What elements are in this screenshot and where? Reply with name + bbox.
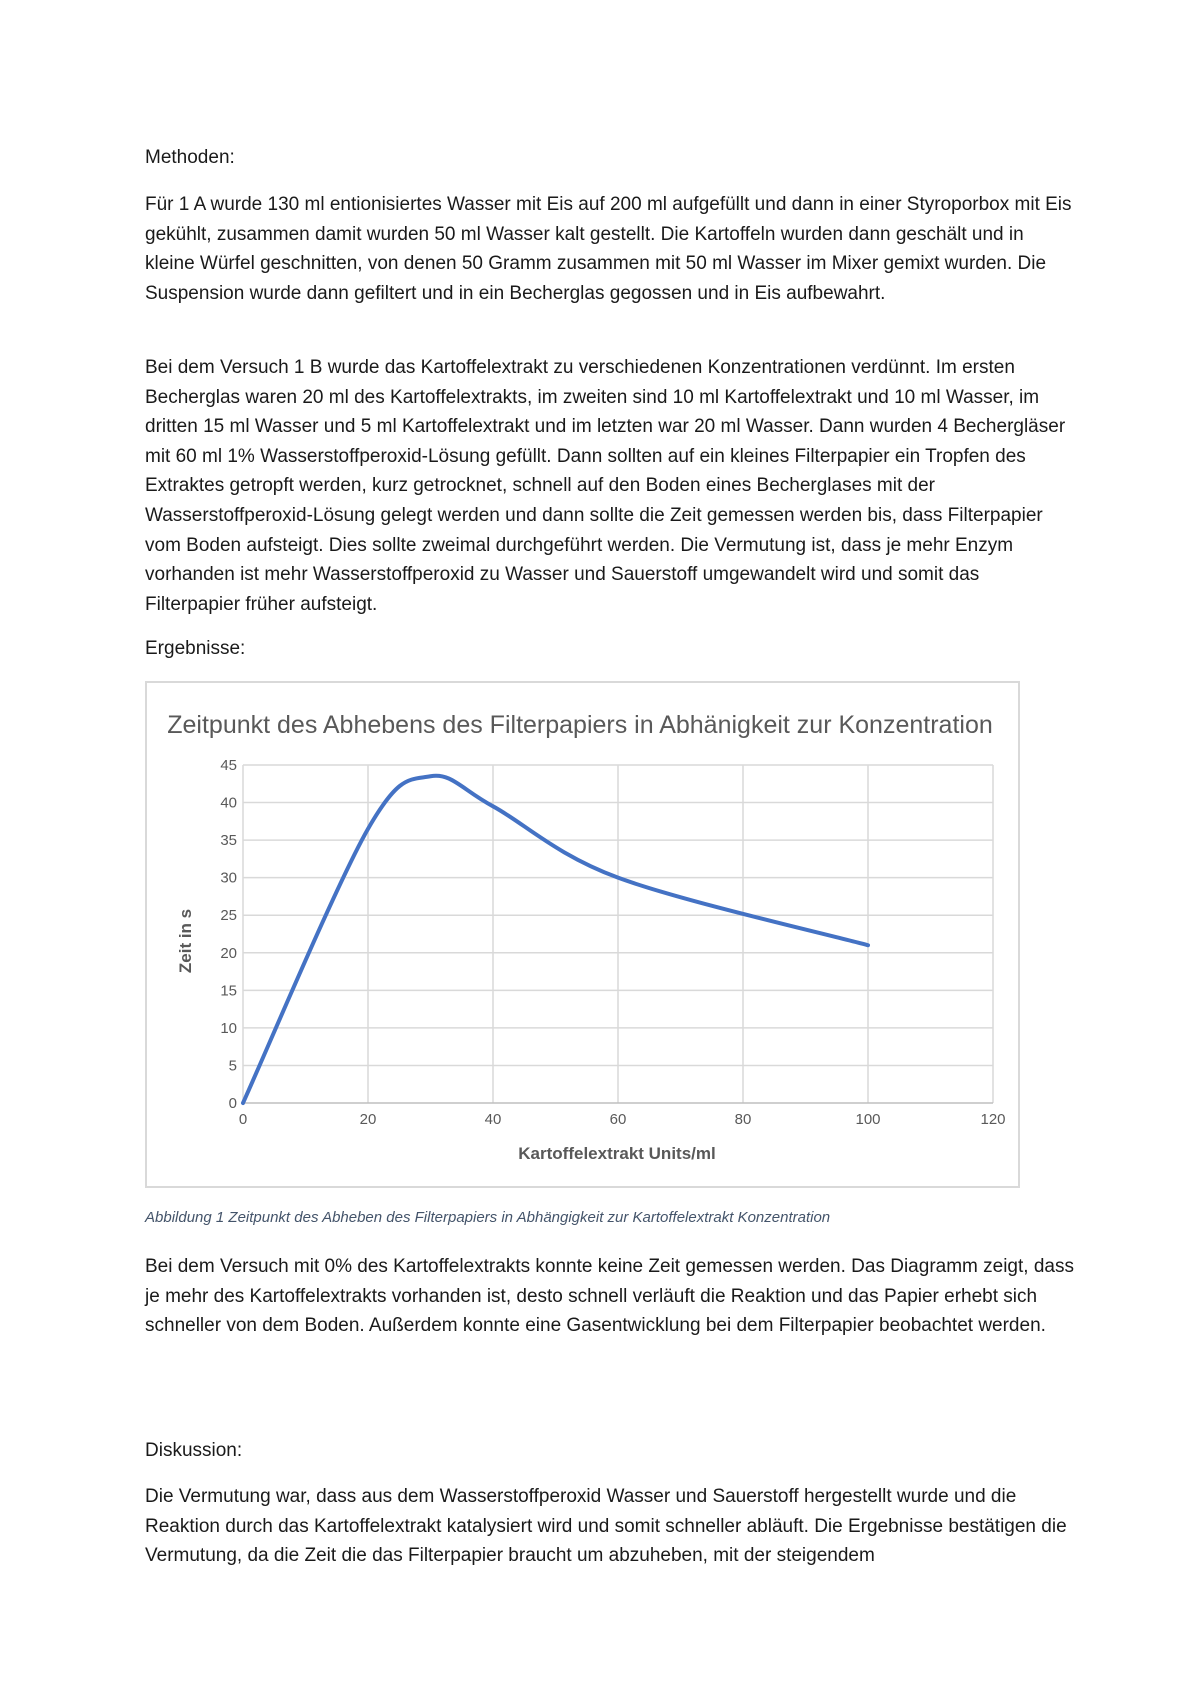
x-tick-label: 100 bbox=[855, 1111, 881, 1128]
y-tick-label: 40 bbox=[220, 794, 237, 812]
x-tick-label: 0 bbox=[238, 1111, 248, 1128]
y-tick-label: 15 bbox=[220, 982, 237, 1000]
discussion-heading-block bbox=[145, 1436, 1075, 1465]
x-tick-label: 20 bbox=[359, 1111, 377, 1128]
methods-section bbox=[145, 143, 1075, 172]
y-tick-label: 45 bbox=[220, 757, 237, 774]
y-tick-label: 35 bbox=[220, 832, 237, 850]
methods-paragraph-2-block bbox=[145, 353, 1075, 619]
chart-grid bbox=[243, 765, 993, 1103]
series-line-0 bbox=[243, 776, 868, 1103]
x-tick-label: 40 bbox=[484, 1111, 502, 1128]
methods-heading: Methoden: bbox=[145, 147, 235, 168]
y-tick-label: 0 bbox=[228, 1095, 237, 1112]
y-tick-label: 20 bbox=[220, 944, 237, 962]
chart-title: Zeitpunkt des Abhebens des Filterpapiers in Abhänigkeit zur Konzentration bbox=[167, 711, 993, 739]
x-tick-label: 120 bbox=[980, 1111, 1006, 1128]
methods-paragraph-1-block bbox=[145, 190, 1075, 308]
discussion-paragraph-block bbox=[145, 1482, 1075, 1571]
chart-x-axis-label: Kartoffelextrakt Units/ml bbox=[518, 1144, 716, 1163]
results-paragraph-block bbox=[145, 1252, 1075, 1341]
results-heading: Ergebnisse: bbox=[145, 638, 246, 659]
discussion-paragraph: Die Vermutung war, dass aus dem Wasserstoffperoxid Wasser und Sauerstoff hergestellt wurde und die Reaktion durch das Kartoffelextrakt katalysiert wird und somit schneller abläuft. Die Ergebnisse bestätigen die Vermutung, da die Zeit die das Filterpapier braucht um abzuheben, mit der steigendem bbox=[145, 1486, 1067, 1567]
methods-paragraph-1: Für 1 A wurde 130 ml entionisiertes Wasser mit Eis auf 200 ml aufgefüllt und dann in einer Styroporbox mit Eis gekühlt, zusammen damit wurden 50 ml Wasser kalt gestellt. Die Kartoffeln wurden dann geschält und in kleine Würfel geschnitten, von denen 50 Gramm zusammen mit 50 ml Wasser im Mixer gemixt wurden. Die Suspension wurde dann gefiltert und in ein Becherglas gegossen und in Eis aufbewahrt. bbox=[145, 194, 1072, 304]
discussion-heading: Diskussion: bbox=[145, 1440, 243, 1461]
results-paragraph: Bei dem Versuch mit 0% des Kartoffelextrakts konnte keine Zeit gemessen werden. Das Diagramm zeigt, dass je mehr des Kartoffelextrakts vorhanden ist, desto schnell verläuft die Reaktion und das Papier erhebt sich schneller von dem Boden. Außerdem konnte eine Gasentwicklung bei dem Filterpapier beobachtet werden. bbox=[145, 1256, 1074, 1337]
figure-caption: Abbildung 1 Zeitpunkt des Abheben des Filterpapiers in Abhängigkeit zur Kartoffelextrakt Konzentration bbox=[145, 1209, 831, 1226]
x-tick-label: 80 bbox=[734, 1111, 752, 1128]
y-tick-label: 10 bbox=[220, 1019, 237, 1037]
line-chart bbox=[147, 683, 1018, 1186]
chart-tick-labels bbox=[220, 757, 1005, 1128]
y-tick-label: 25 bbox=[220, 907, 237, 925]
chart-y-axis-label: Zeit in s bbox=[176, 908, 195, 974]
y-tick-label: 5 bbox=[228, 1057, 237, 1075]
chart-frame bbox=[145, 681, 1020, 1188]
results-heading-block bbox=[145, 634, 1075, 663]
x-tick-label: 60 bbox=[609, 1111, 627, 1128]
chart-series bbox=[243, 776, 868, 1103]
methods-paragraph-2: Bei dem Versuch 1 B wurde das Kartoffelextrakt zu verschiedenen Konzentrationen verdünnt. Im ersten Becherglas waren 20 ml des Kartoffelextrakts, im zweiten sind 10 ml Kartoffelextrakt und 10 ml Wasser, im dritten 15 ml Wasser und 5 ml Kartoffelextrakt und im letzten war 20 ml Wasser. Dann wurden 4 Bechergläser mit 60 ml 1% Wasserstoffperoxid-Lösung gefüllt. Dann sollten auf ein kleines Filterpapier ein Tropfen des Extraktes getropft werden, kurz getrocknet, schnell auf den Boden eines Becherglases mit der Wasserstoffperoxid-Lösung gelegt werden und dann sollte die Zeit gemessen werden bis, dass Filterpapier vom Boden aufsteigt. Dies sollte zweimal durchgeführt werden. Die Vermutung ist, dass je mehr Enzym vorhanden ist mehr Wasserstoffperoxid zu Wasser und Sauerstoff umgewandelt wird und somit das Filterpapier früher aufsteigt. bbox=[145, 357, 1066, 615]
y-tick-label: 30 bbox=[220, 869, 237, 887]
